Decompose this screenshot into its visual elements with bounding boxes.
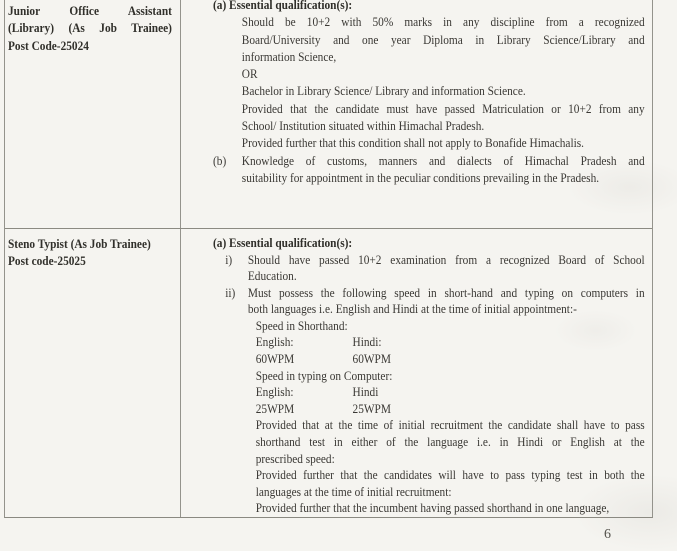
proviso-line: Provided further that this condition shall not apply to Bonafide Himachalis.	[241, 135, 585, 151]
post-title-line: Steno Typist (As Job Trainee)	[8, 235, 151, 251]
typing-language-labels	[256, 384, 645, 401]
item-b-marker: (b)	[213, 152, 227, 168]
speed-typing-title: Speed in typing on Computer:	[255, 367, 393, 383]
qualification-text-line: Should be 10+2 with 50% marks in any discipline from a recognized	[241, 14, 645, 30]
post-cell-junior-office-assistant	[5, 0, 181, 228]
shorthand-language-labels	[256, 334, 645, 351]
proviso-line: School/ Institution situated within Himachal Pradesh.	[241, 118, 485, 134]
speed-shorthand-title: Speed in Shorthand:	[255, 317, 348, 333]
item-b-line: suitability for appointment in the peculiar conditions prevailing in the Pradesh.	[241, 169, 600, 185]
qualification-text-line: information Science,	[241, 48, 337, 64]
essential-qualification-heading: (a) Essential qualification(s):	[213, 234, 353, 250]
shorthand-english-label: English:	[255, 334, 294, 350]
shorthand-hindi-label: Hindi:	[352, 334, 382, 350]
proviso-line: languages at the time of initial recruitment:	[255, 483, 452, 499]
post-cell-steno-typist	[5, 229, 181, 517]
shorthand-hindi-value: 60WPM	[352, 351, 391, 367]
table-row	[5, 229, 652, 517]
qualifications-table	[4, 0, 653, 518]
item-i-text: Should have passed 10+2 examination from a recognized Board of School	[247, 251, 645, 267]
proviso-line: Provided that the candidate must have passed Matriculation or 10+2 from any	[241, 100, 645, 116]
item-ii-line	[225, 285, 644, 302]
table-row	[5, 0, 652, 229]
item-b-line	[213, 152, 645, 169]
typing-hindi-label: Hindi	[352, 384, 379, 400]
proviso-line: Provided further that the incumbent having passed shorthand in one language,	[255, 500, 610, 516]
proviso-line: Provided that at the time of initial recruitment the candidate shall have to pass	[255, 417, 645, 433]
item-i-line: Education.	[247, 268, 297, 284]
typing-speed-values	[256, 401, 645, 418]
essential-qualification-heading: (a) Essential qualification(s):	[213, 0, 353, 12]
item-ii-text: Must possess the following speed in short-hand and typing on computers in	[247, 284, 645, 300]
post-code: Post code-25025	[8, 253, 86, 269]
item-ii-line: both languages i.e. English and Hindi at the time of initial appointment:-	[247, 301, 577, 317]
typing-english-value: 25WPM	[255, 400, 295, 416]
qualification-text-line: Board/University and one year Diploma in Library Science/Library and	[241, 31, 645, 47]
qualification-cell	[181, 229, 677, 517]
proviso-line: prescribed speed:	[255, 450, 335, 466]
post-code: Post Code-25024	[8, 37, 89, 53]
typing-hindi-value: 25WPM	[352, 400, 391, 416]
proviso-line: Provided further that the candidates will have to pass typing test in both the	[255, 467, 645, 483]
item-i-line	[225, 252, 644, 269]
post-title-line: (Library) (As Job Trainee)	[8, 20, 172, 36]
item-ii-marker: ii)	[225, 284, 236, 300]
or-separator: OR	[241, 66, 258, 82]
qualification-text-line: Bachelor in Library Science/ Library and information Science.	[241, 83, 526, 99]
shorthand-english-value: 60WPM	[255, 351, 295, 367]
proviso-line: shorthand test in either of the language i.e. in Hindi or English at the	[255, 434, 645, 450]
typing-english-label: English:	[255, 384, 294, 400]
post-title-line: Junior Office Assistant	[8, 3, 172, 18]
page-number: 6	[604, 527, 611, 542]
item-i-marker: i)	[225, 251, 233, 267]
qualification-cell	[181, 0, 677, 228]
shorthand-speed-values	[256, 351, 645, 368]
item-b-text: Knowledge of customs, manners and dialects of Himachal Pradesh and	[241, 152, 645, 168]
